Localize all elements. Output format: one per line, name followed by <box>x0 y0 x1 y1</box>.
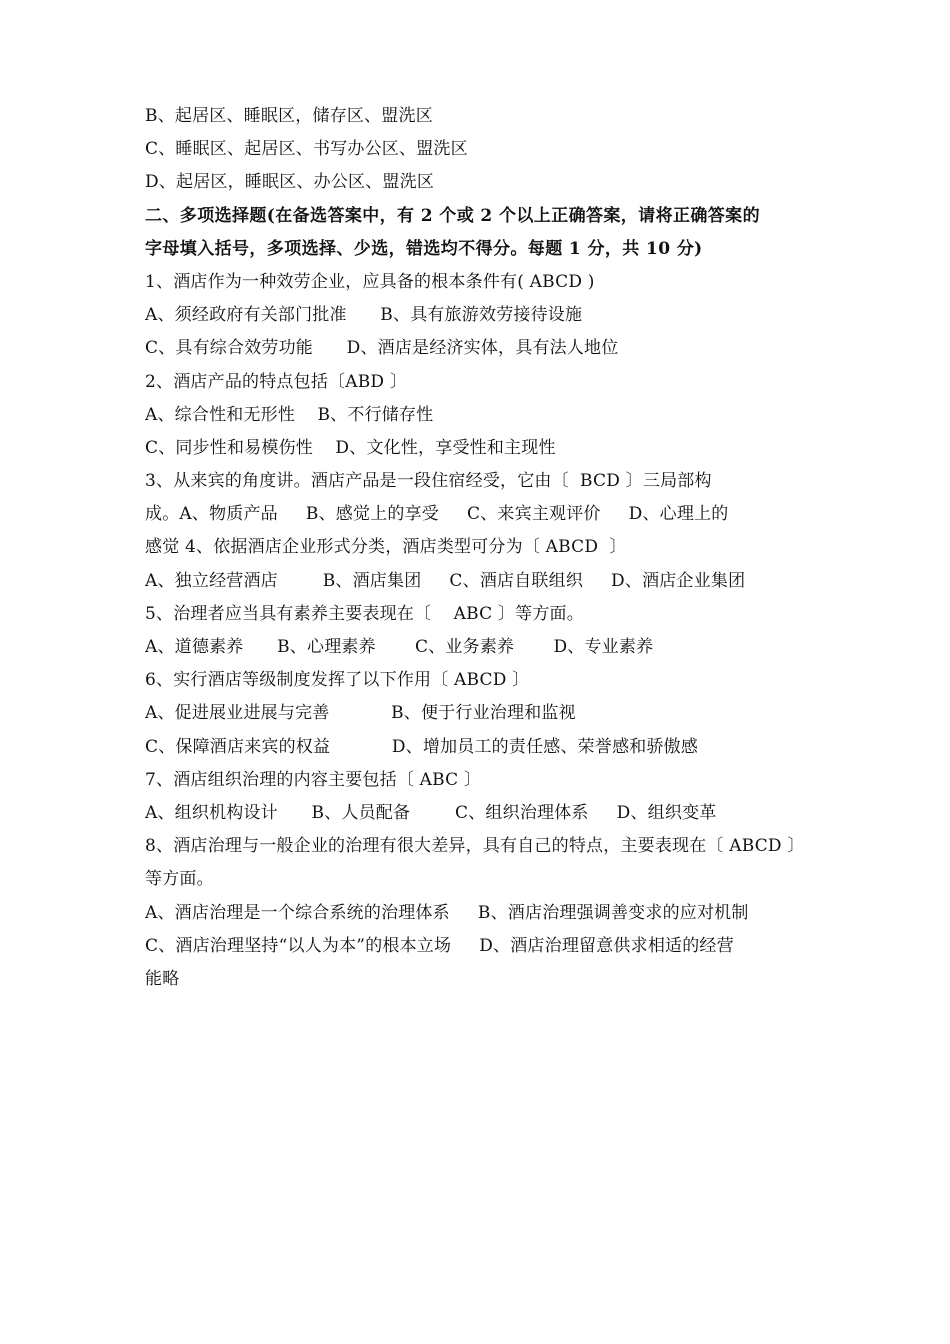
document-body <box>145 100 810 996</box>
text-line: C、同步性和易模伤性 D、文化性，享受性和主现性 <box>145 437 556 458</box>
section-heading-line: 二、多项选择题(在备选答案中，有 2 个或 2 个以上正确答案，请将正确答案的 <box>145 205 760 226</box>
text-line: A、促进展业进展与完善 B、便于行业治理和监视 <box>145 703 576 724</box>
text-line: C、睡眠区、起居区、书写办公区、盟洗区 <box>145 139 468 160</box>
text-line: C、保障酒店来宾的权益 D、增加员工的责任感、荣誉感和骄傲感 <box>145 736 699 757</box>
document-page <box>145 100 810 996</box>
text-line: C、酒店治理坚持“以人为本”的根本立场 D、酒店治理留意供求相适的经营 <box>145 935 734 956</box>
text-line: A、酒店治理是一个综合系统的治理体系 B、酒店治理强调善变求的应对机制 <box>145 902 749 923</box>
text-line: 6、实行酒店等级制度发挥了以下作用〔 ABCD 〕 <box>145 670 530 691</box>
text-line: 1、酒店作为一种效劳企业，应具备的根本条件有( ABCD ) <box>145 271 595 292</box>
text-line: 2、酒店产品的特点包括〔ABD 〕 <box>145 371 408 392</box>
text-line: B、起居区、睡眠区，储存区、盟洗区 <box>145 106 433 126</box>
text-line: C、具有综合效劳功能 D、酒店是经济实体，具有法人地位 <box>145 338 619 359</box>
text-line: 7、酒店组织治理的内容主要包括〔 ABC 〕 <box>145 769 482 790</box>
text-line: 能略 <box>145 968 180 989</box>
text-line: 8、酒店治理与一般企业的治理有很大差异，具有自己的特点，主要表现在〔 ABCD 〕 <box>145 836 805 857</box>
text-line: A、综合性和无形性 B、不行储存性 <box>145 404 434 425</box>
text-line: A、道德素养 B、心理素养 C、业务素养 D、专业素养 <box>145 637 654 657</box>
text-line: A、独立经营酒店 B、酒店集团 C、酒店自联组织 D、酒店企业集团 <box>145 570 746 591</box>
text-line: 5、治理者应当具有素养主要表现在〔 ABC 〕等方面。 <box>145 603 584 624</box>
text-line: 3、从来宾的角度讲。酒店产品是一段住宿经受，它由〔 BCD 〕三局部构 <box>145 471 712 492</box>
text-line: 成。A、物质产品 B、感觉上的享受 C、来宾主观评价 D、心理上的 <box>145 504 729 525</box>
text-line: A、须经政府有关部门批准 B、具有旅游效劳接待设施 <box>145 305 583 326</box>
section-heading-line: 字母填入括号，多项选择、少选，错选均不得分。每题 1 分，共 10 分) <box>145 238 703 259</box>
text-line: 等方面。 <box>145 869 214 890</box>
text-line: A、组织机构设计 B、人员配备 C、组织治理体系 D、组织变革 <box>145 802 717 823</box>
text-line: 感觉 4、依据酒店企业形式分类，酒店类型可分为〔 ABCD 〕 <box>145 537 627 558</box>
text-line: D、起居区，睡眠区、办公区、盟洗区 <box>145 172 435 193</box>
